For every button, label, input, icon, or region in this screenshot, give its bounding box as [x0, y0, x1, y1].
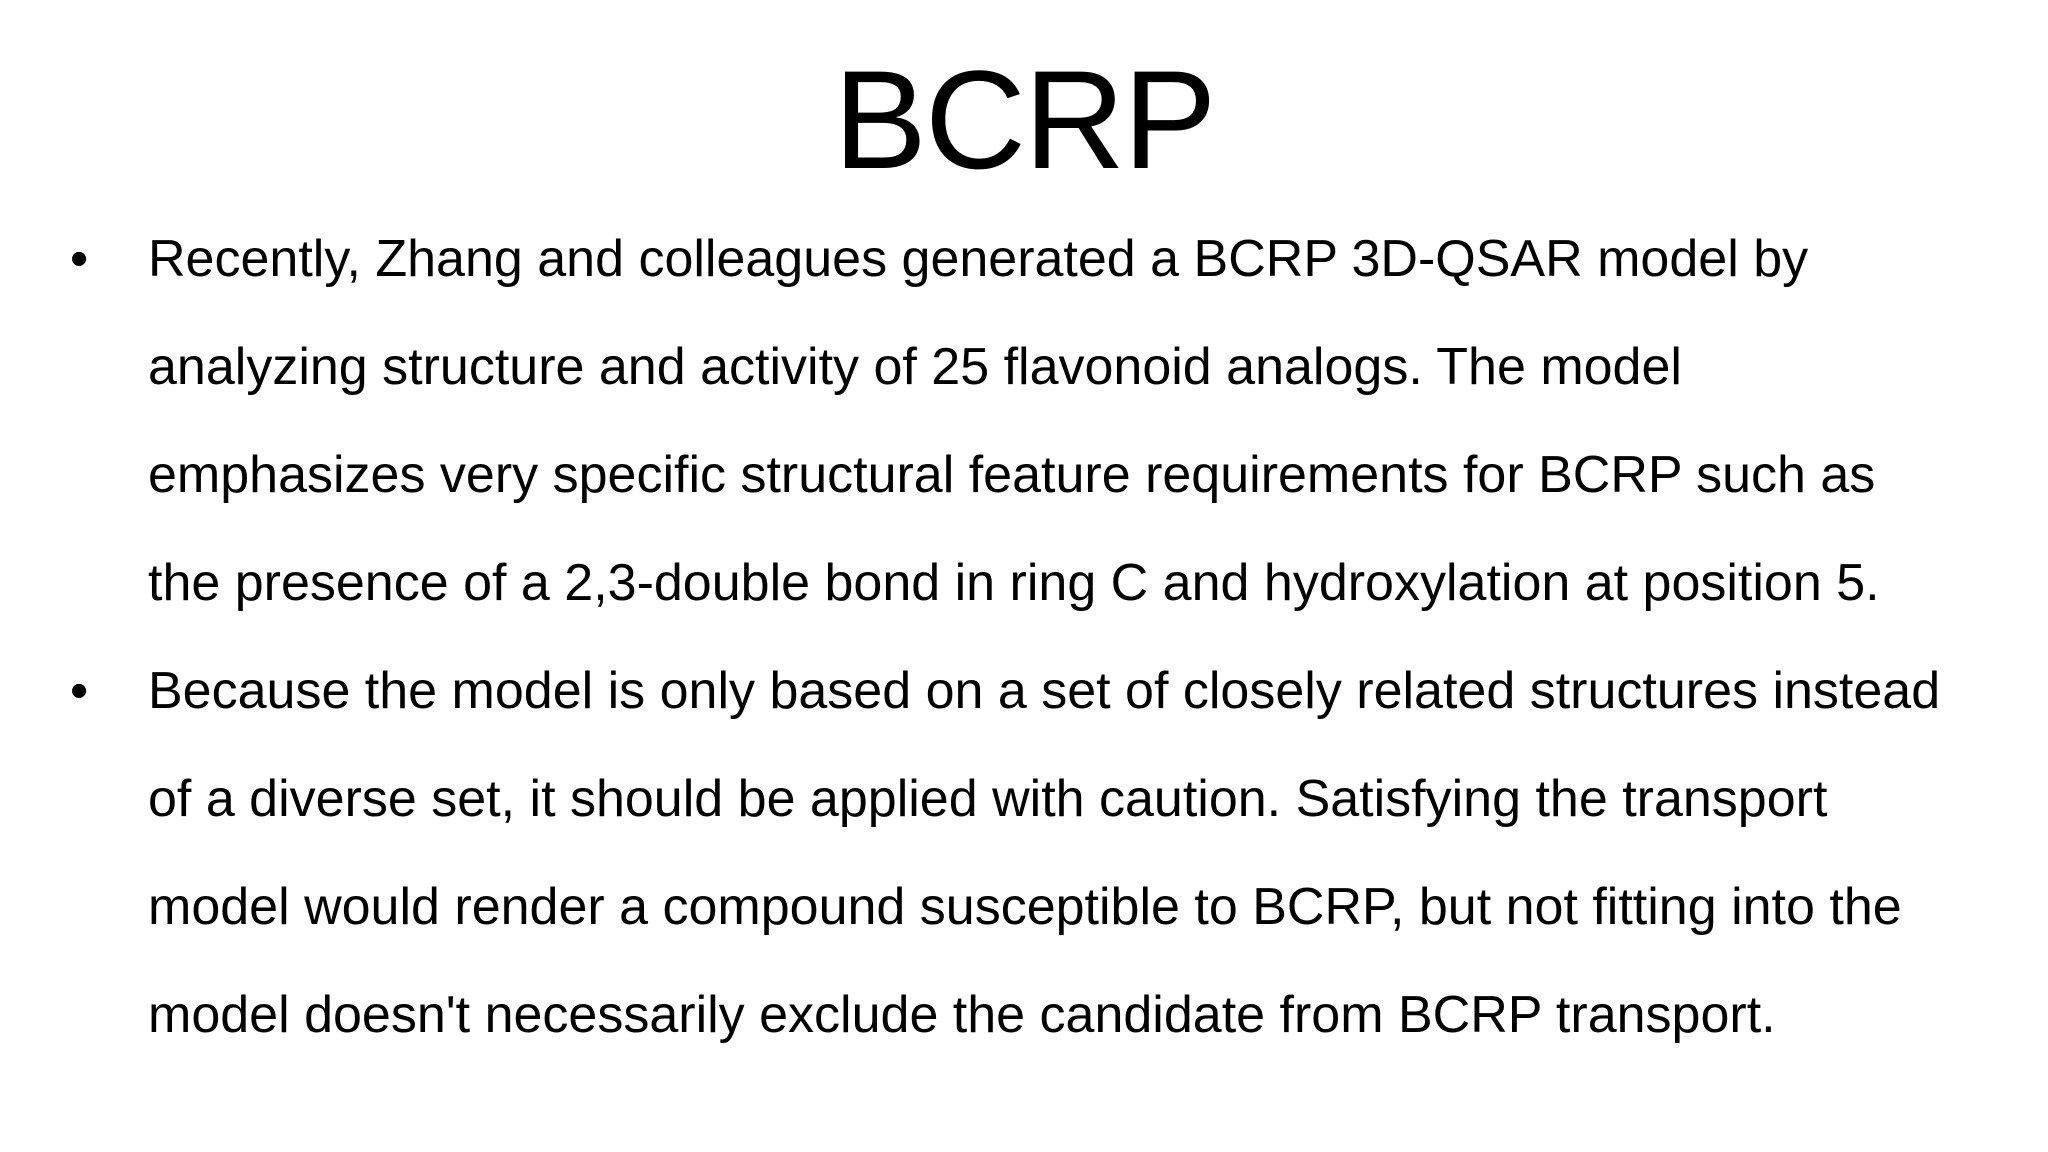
text-line: Because the model is only based on a set of closely related structures instead	[148, 662, 1941, 720]
text-line: model would render a compound susceptible to BCRP, but not fitting into the	[148, 878, 1902, 936]
bullet-dot-icon: •	[70, 662, 89, 720]
text-line: analyzing structure and activity of 25 flavonoid analogs. The model	[148, 338, 1682, 396]
bullet-list	[0, 205, 2048, 1069]
bullet-item	[0, 205, 2048, 637]
bullet-text	[148, 637, 2028, 1069]
slide-title: BCRP	[833, 41, 1215, 198]
text-line: of a diverse set, it should be applied with caution. Satisfying the transport	[148, 770, 1828, 828]
bullet-item	[0, 637, 2048, 1069]
bullet-text	[148, 205, 2028, 637]
text-line: model doesn't necessarily exclude the candidate from BCRP transport.	[148, 986, 1776, 1044]
text-line: the presence of a 2,3-double bond in ring C and hydroxylation at position 5.	[148, 554, 1880, 612]
text-line: emphasizes very specific structural feature requirements for BCRP such as	[148, 446, 1876, 504]
text-line: Recently, Zhang and colleagues generated a BCRP 3D-QSAR model by	[148, 230, 1809, 288]
bullet-dot-icon: •	[70, 230, 89, 288]
